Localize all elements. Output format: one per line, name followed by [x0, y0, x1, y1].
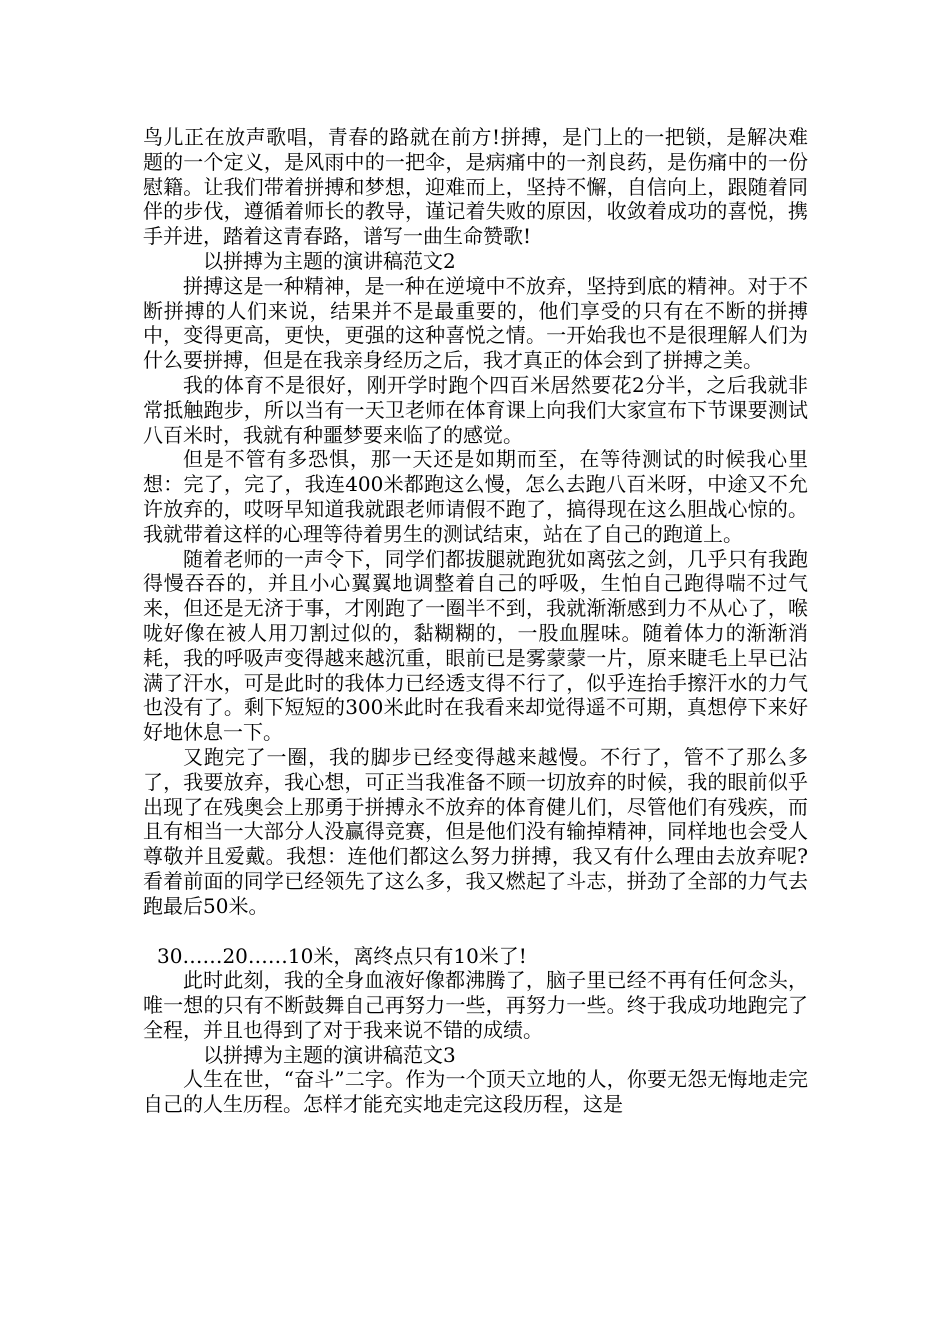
paragraph-life: 人生在世，“奋斗”二字。作为一个顶天立地的人，你要无怨无悔地走完自己的人生历程。怎样才能充实地走完这段历程，这是 — [143, 1067, 808, 1117]
paragraph-persist: 又跑完了一圈，我的脚步已经变得越来越慢。不行了，管不了那么多了，我要放弃，我心想，可正当我准备不顾一切放弃的时候，我的眼前似乎出现了在残奥会上那勇于拼搏永不放弃的体育健儿们，尽管他们有残疾，而且有相当一大部分人没赢得竞赛，但是他们没有输掉精神，同样地也会受人尊敬并且爱戴。我想：连他们都这么努力拼搏，我又有什么理由去放弃呢?看着前面的同学已经领先了这么多，我又燃起了斗志，拼劲了全部的力气去跑最后50米。 — [143, 744, 808, 918]
paragraph-running: 随着老师的一声令下，同学们都拔腿就跑犹如离弦之剑，几乎只有我跑得慢吞吞的，并且小心翼翼地调整着自己的呼吸，生怕自己跑得喘不过气来，但还是无济于事，才刚跑了一圈半不到，我就渐渐感到力不从心了，喉咙好像在被人用刀割过似的，黏糊糊的，一股血腥味。随着体力的渐渐消耗，我的呼吸声变得越来越沉重，眼前已是雾蒙蒙一片，原来睫毛上早已沾满了汗水，可是此时的我体力已经透支得不行了，似乎连抬手擦汗水的力气也没有了。剩下短短的300米此时在我看来却觉得遥不可期，真想停下来好好地休息一下。 — [143, 546, 808, 745]
paragraph-finish: 此时此刻，我的全身血液好像都沸腾了，脑子里已经不再有任何念头，唯一想的只有不断鼓舞自己再努力一些，再努力一些。终于我成功地跑完了全程，并且也得到了对于我来说不错的成绩。 — [143, 968, 808, 1042]
blank-line — [143, 919, 808, 944]
paragraph-sports: 我的体育不是很好，刚开学时跑个四百米居然要花2分半，之后我就非常抵触跑步，所以当有一天卫老师在体育课上向我们大家宣布下节课要测试八百米时，我就有种噩梦要来临了的感觉。 — [143, 372, 808, 447]
paragraph-opening: 鸟儿正在放声歌唱，青春的路就在前方!拼搏，是门上的一把锁，是解决难题的一个定义，是风雨中的一把伞，是病痛中的一剂良药，是伤痛中的一份慰籍。让我们带着拼搏和梦想，迎难而上，坚持不懈，自信向上，跟随着同伴的步伐，遵循着师长的教导，谨记着失败的原因，收敛着成功的喜悦，携手并进，踏着这青春路，谱写一曲生命赞歌! — [143, 125, 808, 249]
section-heading-2: 以拼搏为主题的演讲稿范文2 — [203, 248, 456, 273]
paragraph-spirit: 拼搏这是一种精神，是一种在逆境中不放弃，坚持到底的精神。对于不断拼搏的人们来说，结果并不是最重要的，他们享受的只有在不断的拼搏中，变得更高，更快，更强的这种喜悦之情。一开始我也不是很理解人们为什么要拼搏，但是在我亲身经历之后，我才真正的体会到了拼搏之美。 — [143, 273, 808, 373]
section-heading-3: 以拼搏为主题的演讲稿范文3 — [203, 1042, 456, 1067]
paragraph-countdown: 30……20……10米，离终点只有10米了! — [157, 943, 527, 968]
paragraph-fear: 但是不管有多恐惧，那一天还是如期而至，在等待测试的时候我心里想：完了，完了，我连400米都跑这么慢，怎么去跑八百米呀，中途又不允许放弃的，哎呀早知道我就跟老师请假不跑了，搞得现在这么胆战心惊的。我就带着这样的心理等待着男生的测试结束，站在了自己的跑道上。 — [143, 447, 808, 546]
document-page — [143, 125, 808, 1117]
